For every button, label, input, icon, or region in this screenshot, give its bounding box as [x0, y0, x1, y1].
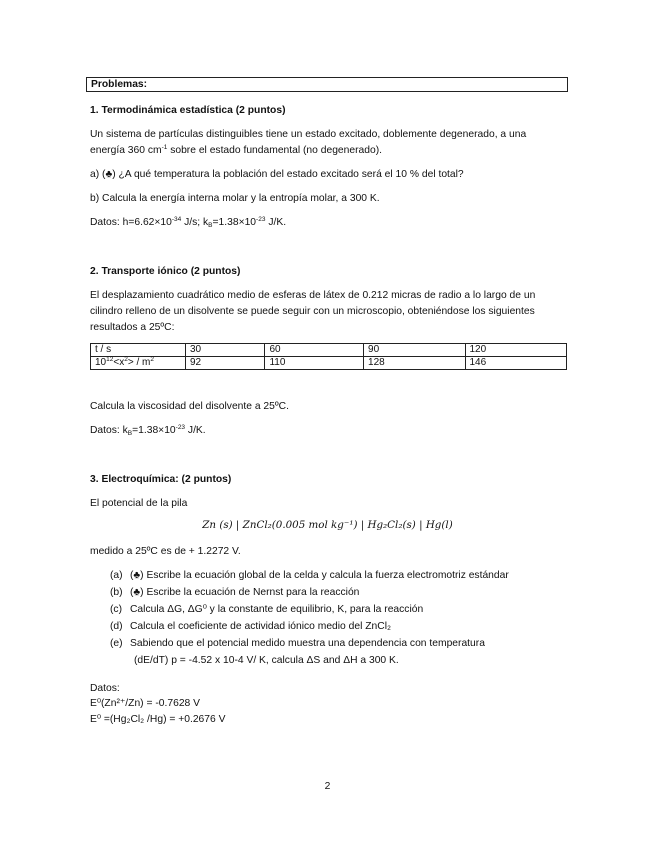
- list-item-marker: (b): [110, 587, 123, 598]
- problem-3-intro: El potencial de la pila: [90, 498, 188, 509]
- problem-3-medido: medido a 25ºC es de + 1.2272 V.: [90, 546, 241, 557]
- problem-2-line-2: cilindro relleno de un disolvente se puede seguir con un microscopio, obteniéndose los siguientes: [90, 306, 535, 317]
- problem-3-datos-title: Datos:: [90, 683, 120, 694]
- table-cell: $10^{12}<x^2> / m^2$: [91, 357, 186, 370]
- problem-1-part-a: a) (♣) ¿A qué temperatura la población del estado excitado será el 10 % del total?: [90, 169, 464, 180]
- problem-3-title: 3. Electroquímica: (2 puntos): [90, 474, 232, 485]
- problem-2-datos: Datos: $k_B=1.38\times 10^{-23}$ J/K.: [90, 424, 206, 437]
- list-item: Sabiendo que el potencial medido muestra una dependencia con temperatura: [130, 638, 485, 649]
- list-item: (♣) Escribe la ecuación global de la celda y calcula la fuerza electromotriz estándar: [130, 570, 509, 581]
- results-table: [90, 343, 567, 370]
- problem-2-line-1: El desplazamiento cuadrático medio de esferas de látex de 0.212 micras de radio a lo largo de un: [90, 290, 536, 301]
- section-header: [86, 77, 568, 92]
- table-row: [91, 357, 567, 370]
- problem-1-line-1: Un sistema de partículas distinguibles tiene un estado excitado, doblemente degenerado, a una: [90, 129, 527, 140]
- problem-3-datos-2: E⁰ =(Hg₂Cl₂ /Hg) = +0.2676 V: [90, 714, 226, 725]
- table-cell: 90: [364, 344, 465, 357]
- problem-1-datos: Datos: $h=6.62\times 10^{-34}$ J/s; $k_B=1.38\times 10^{-23}$ J/K.: [90, 216, 287, 229]
- list-item-marker: (e): [110, 638, 123, 649]
- table-cell: 146: [465, 357, 567, 370]
- list-item-continuation: (dE/dT) p = -4.52 x 10-4 V/ K, calcula ΔS and ΔH a 300 K.: [134, 655, 399, 666]
- table-cell: 128: [364, 357, 465, 370]
- table-cell: 60: [265, 344, 364, 357]
- list-item: Calcula ΔG, ΔG⁰ y la constante de equilibrio, K, para la reacción: [130, 604, 424, 615]
- cell-equation: Zn (s) | ZnCl₂(0.005 mol kg⁻¹) | Hg₂Cl₂(s) | Hg(l): [202, 519, 453, 531]
- list-item-marker: (c): [110, 604, 123, 615]
- table-cell: 120: [465, 344, 567, 357]
- problem-1-title: 1. Termodinámica estadística (2 puntos): [90, 105, 286, 116]
- table-cell: t / s: [91, 344, 186, 357]
- table-cell: 30: [186, 344, 265, 357]
- problem-2-calc: Calcula la viscosidad del disolvente a 25ºC.: [90, 401, 289, 412]
- list-item-marker: (a): [110, 570, 123, 581]
- problem-3-datos-1: E⁰(Zn²⁺/Zn) = -0.7628 V: [90, 698, 200, 709]
- problem-1-line-2: energía 360 $cm^{-1}$ sobre el estado fundamental (no degenerado).: [90, 144, 383, 156]
- page-number: 2: [324, 781, 331, 792]
- problem-2-title: 2. Transporte iónico (2 puntos): [90, 266, 241, 277]
- problem-2-line-3: resultados a 25ºC:: [90, 322, 175, 333]
- list-item: Calcula el coeficiente de actividad iónico medio del ZnCl₂: [130, 621, 391, 632]
- list-item-marker: (d): [110, 621, 123, 632]
- problem-1-part-b: b) Calcula la energía interna molar y la entropía molar, a 300 K.: [90, 193, 380, 204]
- section-header-label: Problemas:: [91, 79, 148, 90]
- table-cell: 92: [186, 357, 265, 370]
- list-item: (♣) Escribe la ecuación de Nernst para la reacción: [130, 587, 360, 598]
- table-row: [91, 344, 567, 357]
- table-cell: 110: [265, 357, 364, 370]
